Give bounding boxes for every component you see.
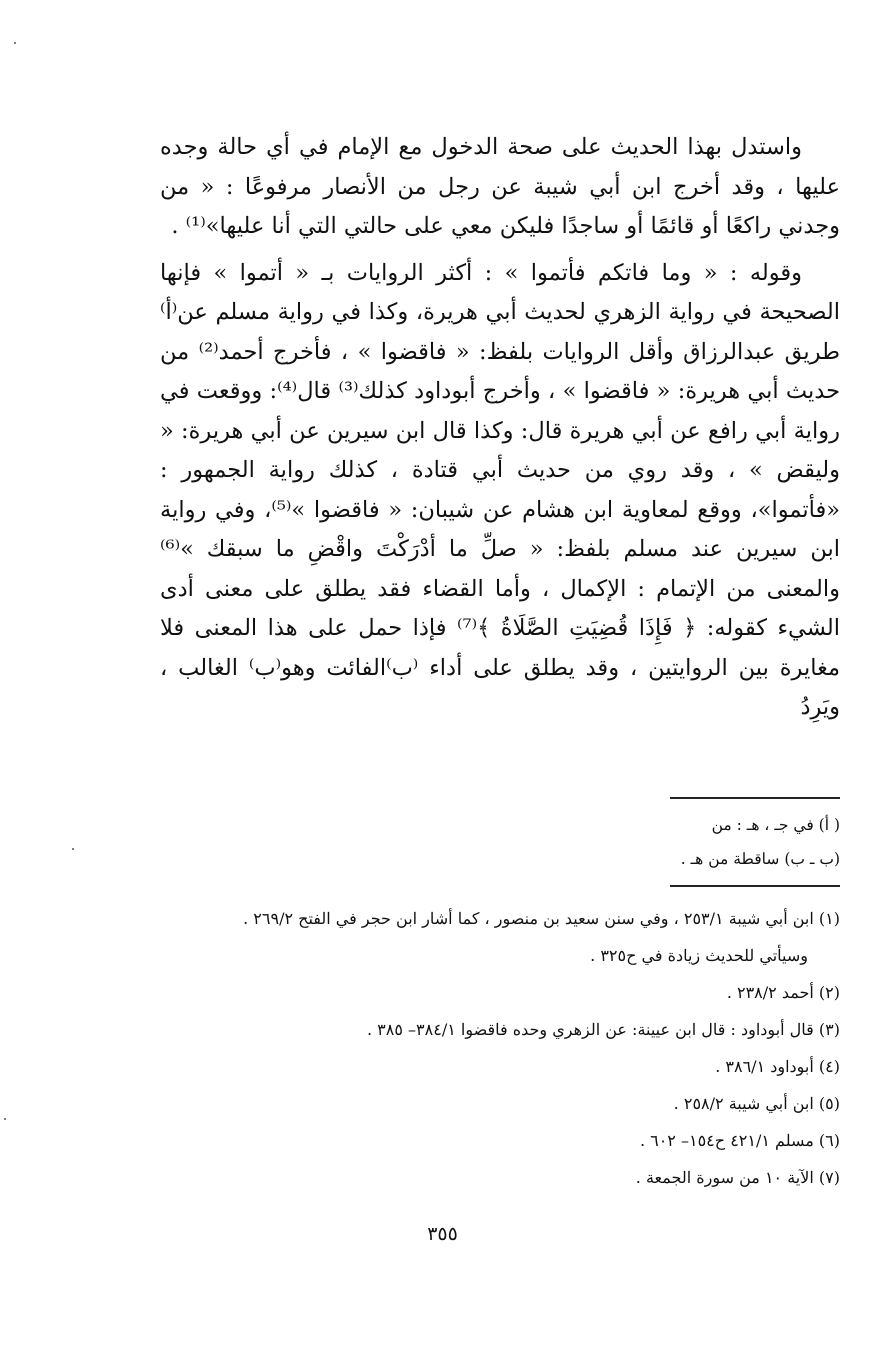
- variant-notes: [200, 808, 840, 876]
- variant-note-a: ( أ) في جـ ، هـ : من: [711, 816, 840, 834]
- footnote-7: (٧) الآية ١٠ من سورة الجمعة .: [635, 1168, 840, 1187]
- paragraph-2: وقوله : « وما فاتكم فأتموا » : أكثر الروايات بـ « أتموا » فإنها الصحيحة في رواية الزهري لحديث أبي هريرة، وكذا في رواية مسلم عن⁽أ⁾ طريق عبدالرزاق وأقل الروايات بلفظ: « فاقضوا » ، فأخرج أحمد⁽²⁾ من حديث أبي هريرة: « فاقضوا » ، وأخرج أبوداود كذلك⁽³⁾ قال⁽⁴⁾: ووقعت في رواية أبي رافع عن أبي هريرة قال: وكذا قال ابن سيرين عن أبي هريرة: « وليقض » ، وقد روي من حديث أبي قتادة ، كذلك رواية الجمهور : «فأتموا»، ووقع لمعاوية ابن هشام عن شيبان: « فاقضوا »⁽⁵⁾، وفي رواية ابن سيرين عند مسلم بلفظ: « صلِّ ما أدْرَكْتَ واقْضِ ما سبقك »⁽⁶⁾ والمعنى من الإتمام : الإكمال ، وأما القضاء فقد يطلق على معنى أدى الشيء كقوله: ﴿ فَإِذَا قُضِيَتِ الصَّلَاةُ ﴾⁽⁷⁾ فإذا حمل على هذا المعنى فلا مغايرة بين الروايتين ، وقد يطلق على أداء ⁽ب⁾الفائت وهو⁽ب⁾ الغالب ، ويَرِدُ: [160, 259, 840, 720]
- footnote-3: (٣) قال أبوداود : قال ابن عيينة: عن الزهري وحده فاقضوا ٣٨٤/١– ٣٨٥ .: [366, 1020, 840, 1039]
- variant-note-b: (ب ـ ب) ساقطة من هـ .: [680, 850, 840, 868]
- page-number: ٣٥٥: [427, 1223, 458, 1245]
- footnotes: [140, 900, 840, 1196]
- footnote-5: (٥) ابن أبي شيبة ٢٥٨/٢ .: [673, 1094, 840, 1113]
- variant-notes-divider: [670, 797, 840, 799]
- scan-speck: [72, 848, 74, 850]
- footnote-1: (١) ابن أبي شيبة ٢٥٣/١ ، وفي سنن سعيد بن منصور ، كما أشار ابن حجر في الفتح ٢٦٩/٢ .: [243, 909, 840, 928]
- paragraph-1: واستدل بهذا الحديث على صحة الدخول مع الإمام في أي حالة وجده عليها ، وقد أخرج ابن أبي شيبة عن رجل من الأنصار مرفوعًا : « من وجدني راكعًا أو قائمًا أو ساجدًا فليكن معي على حالتي التي أنا عليها»⁽¹⁾ .: [160, 134, 840, 239]
- scan-speck: [4, 1118, 6, 1120]
- main-text: [160, 128, 840, 728]
- footnote-2: (٢) أحمد ٢٣٨/٢ .: [726, 983, 840, 1002]
- footnotes-divider: [670, 885, 840, 887]
- footnote-1-continuation: وسيأتي للحديث زيادة في ح٣٢٥ .: [590, 946, 808, 965]
- footnote-4: (٤) أبوداود ٣٨٦/١ .: [715, 1057, 840, 1076]
- footnote-6: (٦) مسلم ٤٢١/١ ح١٥٤– ٦٠٢ .: [639, 1131, 840, 1150]
- scan-speck: [14, 42, 16, 44]
